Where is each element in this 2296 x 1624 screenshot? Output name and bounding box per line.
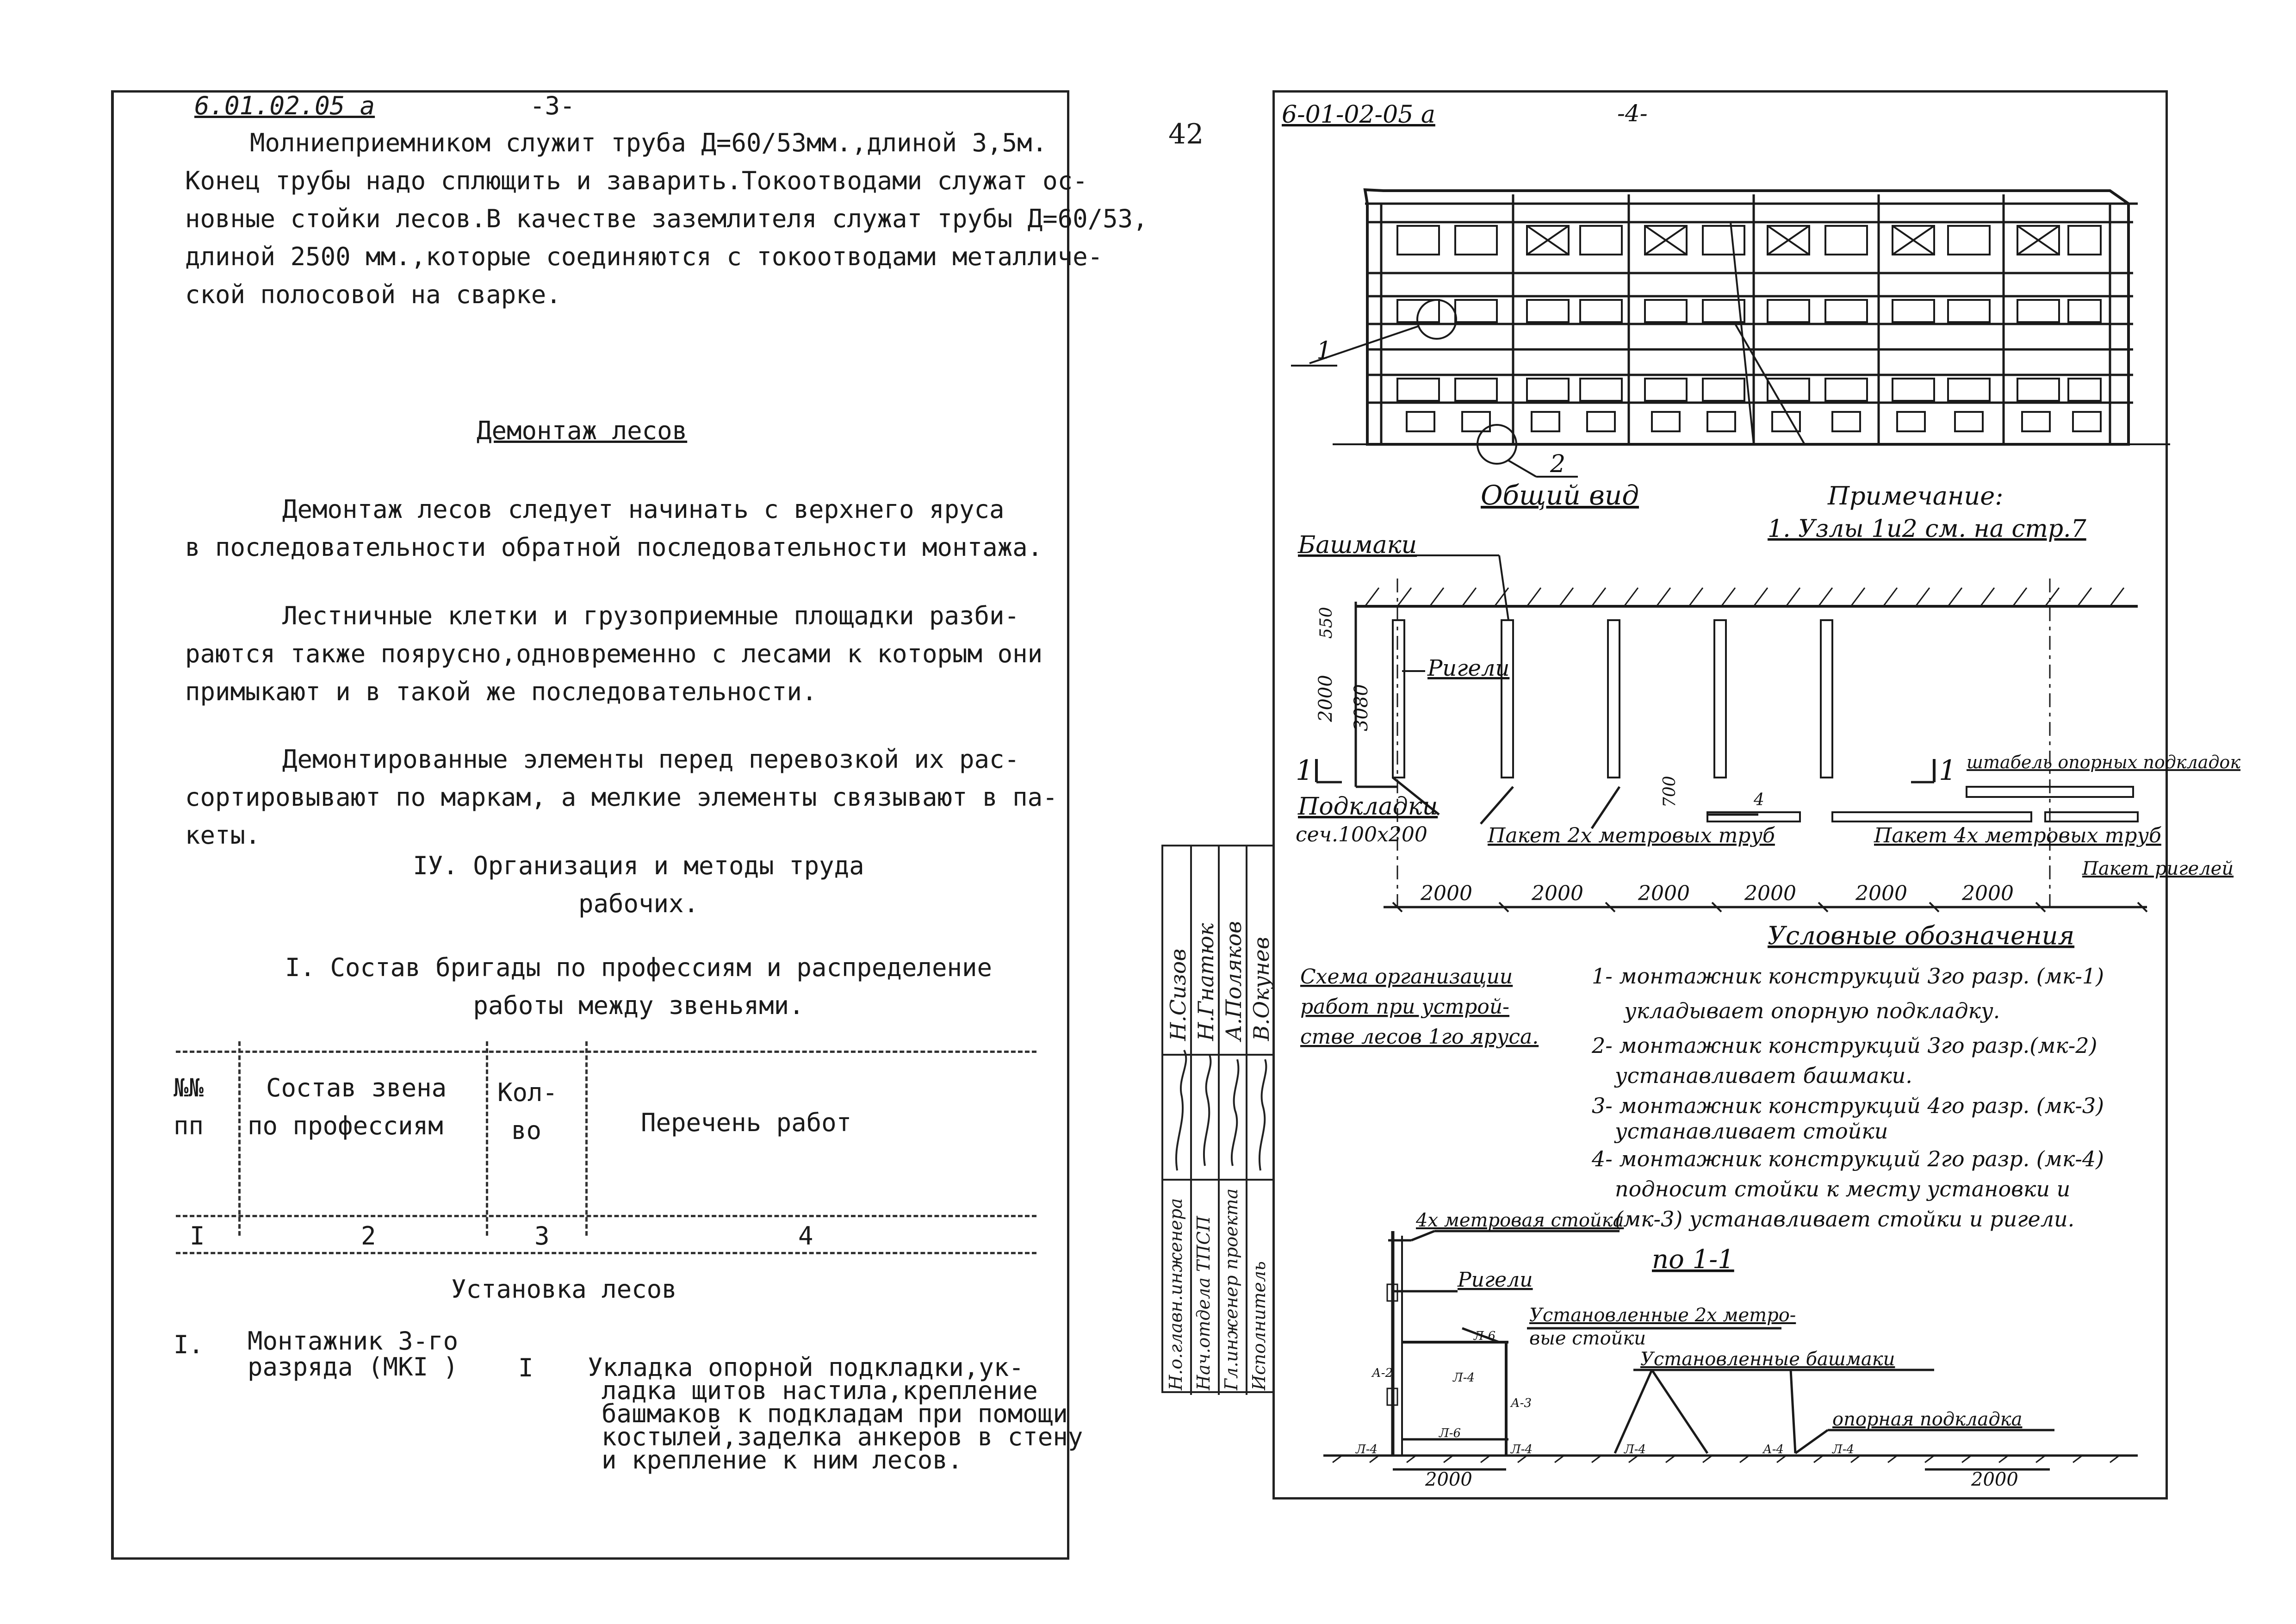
label-podkladki: Подкладки bbox=[1298, 793, 1438, 821]
stamp-role: Исполнитель bbox=[1249, 1261, 1269, 1390]
stamp-name: Н.Сизов bbox=[1166, 948, 1191, 1041]
label-paket-2m: Пакет 2х метровых труб bbox=[1488, 824, 1775, 847]
th: пп bbox=[174, 1111, 204, 1140]
table-colnum: I bbox=[190, 1221, 205, 1251]
facade-elevation bbox=[1333, 190, 2170, 444]
line: сортировывают по маркам, а мелкие элементы связывают в па- bbox=[185, 783, 1058, 812]
scheme-caption: стве лесов 1го яруса. bbox=[1300, 1025, 1539, 1049]
stamp-role: Н.о.главн.инженера bbox=[1166, 1198, 1186, 1390]
legend-line: 2- монтажник конструкций 3го разр.(мк-2) bbox=[1592, 1033, 2097, 1058]
stamp-name: А.Поляков bbox=[1221, 921, 1246, 1041]
section-mark: Л-6 bbox=[1439, 1426, 1461, 1440]
section-mark: Л-4 bbox=[1832, 1443, 1855, 1456]
th: №№ bbox=[174, 1073, 204, 1102]
label-shtabel: штабель опорных подкладок bbox=[1967, 752, 2241, 772]
section-stoyka: 4х метровая стойка bbox=[1416, 1210, 1624, 1231]
section-mark: А-4 bbox=[1763, 1443, 1784, 1456]
line: рабочих. bbox=[578, 889, 699, 918]
th: во bbox=[511, 1116, 542, 1145]
label-paket-rigeli: Пакет ригелей bbox=[2082, 858, 2234, 879]
legend-line: устанавливает стойки bbox=[1615, 1119, 1888, 1144]
callouts bbox=[1291, 300, 1578, 477]
table-row-qty: I bbox=[518, 1353, 534, 1382]
section-mark: А-2 bbox=[1372, 1366, 1393, 1380]
scheme-caption: работ при устрой- bbox=[1300, 995, 1510, 1019]
legend-line: устанавливает башмаки. bbox=[1615, 1063, 1912, 1088]
line: Монтажник 3-го bbox=[248, 1326, 459, 1356]
dim-4: 4 bbox=[1754, 790, 1764, 809]
legend-title: Условные обозначения bbox=[1768, 921, 2075, 950]
line: длиной 2500 мм.,которые соединяются с токоотводами металличе- bbox=[185, 242, 1103, 271]
section-mark: Л-6 bbox=[1474, 1329, 1496, 1343]
label-rigeli: Ригели bbox=[1427, 655, 1510, 681]
callout-2-label: 2 bbox=[1550, 450, 1566, 478]
line: Демонтированные элементы перед перевозкой их рас- bbox=[282, 745, 1020, 774]
stamp-name: В.Окунев bbox=[1249, 937, 1274, 1041]
page-number: 42 bbox=[1168, 118, 1204, 150]
th: по профессиям bbox=[248, 1111, 443, 1140]
section-mark: Л-4 bbox=[1624, 1443, 1646, 1456]
left-page-number: -3- bbox=[530, 91, 575, 120]
right-page-number: -4- bbox=[1617, 100, 1648, 127]
line: и крепление к ним лесов. bbox=[602, 1445, 963, 1475]
dim-2000: 2000 bbox=[1532, 882, 1583, 905]
left-doc-code: 6.01.02.05 а bbox=[194, 91, 375, 120]
dim-550: 550 bbox=[1317, 607, 1336, 639]
line: Конец трубы надо сплющить и заварить.Токоотводами служат ос- bbox=[185, 166, 1088, 195]
line: IУ. Организация и методы труда bbox=[413, 851, 864, 880]
section-mark: Л-4 bbox=[1511, 1443, 1533, 1456]
line: раются также поярусно,одновременно с лесами к которым они bbox=[185, 639, 1043, 668]
dim-2000: 2000 bbox=[1638, 882, 1690, 905]
section-opor: опорная подкладка bbox=[1832, 1409, 2023, 1430]
line: Укладка опорной подкладки,ук- bbox=[588, 1353, 1024, 1382]
right-doc-code: 6-01-02-05 а bbox=[1282, 101, 1435, 129]
table-colnum: 3 bbox=[534, 1221, 550, 1251]
dim-2000: 2000 bbox=[1962, 882, 2014, 905]
line: I. Состав бригады по профессиям и распределение bbox=[285, 953, 992, 982]
table-row-no: I. bbox=[174, 1330, 204, 1359]
label-paket-4m: Пакет 4х метровых труб bbox=[1874, 824, 2161, 847]
line: Лестничные клетки и грузоприемные площадки разби- bbox=[282, 601, 1020, 630]
label-section-size: сеч.100х200 bbox=[1296, 823, 1427, 846]
stamp-name: Н.Гнатюк bbox=[1193, 923, 1218, 1041]
th: Кол- bbox=[497, 1078, 558, 1107]
line: Молниеприемником служит труба Д=60/53мм.,длиной 3,5м. bbox=[250, 128, 1048, 157]
table-header-works: Перечень работ bbox=[641, 1108, 852, 1137]
section-mark: А-3 bbox=[1511, 1396, 1532, 1410]
section-label: по 1-1 bbox=[1652, 1244, 1734, 1275]
table-colnum: 4 bbox=[798, 1221, 813, 1251]
section-ust-stoyki: вые стойки bbox=[1529, 1328, 1646, 1349]
section-ust-stoyki: Установленные 2х метро- bbox=[1529, 1305, 1796, 1326]
section-dim: 2000 bbox=[1425, 1469, 1472, 1490]
scheme-caption: Схема организации bbox=[1300, 965, 1513, 989]
line: ладка щитов настила,крепление bbox=[602, 1376, 1038, 1405]
section-mark: Л-4 bbox=[1356, 1443, 1378, 1456]
th: Состав звена bbox=[266, 1073, 447, 1102]
heading-dismantling: Демонтаж лесов bbox=[477, 416, 688, 445]
plan-scheme bbox=[1316, 555, 2147, 912]
section-mark-right: 1 bbox=[1939, 754, 1957, 787]
section-rigeli: Ригели bbox=[1458, 1268, 1533, 1292]
line: в последовательности обратной последовательности монтажа. bbox=[185, 533, 1043, 562]
note-text: 1. Узлы 1и2 см. на стр.7 bbox=[1768, 515, 2086, 543]
dim-700: 700 bbox=[1660, 776, 1679, 808]
note-title: Примечание: bbox=[1828, 481, 2004, 510]
line: новные стойки лесов.В качестве заземлителя служат трубы Д=60/53, bbox=[185, 204, 1148, 233]
line: Демонтаж лесов следует начинать с верхнего яруса bbox=[282, 495, 1005, 524]
legend-line: 1- монтажник конструкций 3го разр. (мк-1) bbox=[1592, 964, 2104, 989]
line: примыкают и в такой же последовательности. bbox=[185, 677, 817, 706]
dim-2000-v: 2000 bbox=[1315, 675, 1336, 722]
dim-2000: 2000 bbox=[1744, 882, 1796, 905]
table-colnum: 2 bbox=[361, 1221, 376, 1251]
line: башмаков к подкладам при помощи bbox=[602, 1399, 1068, 1428]
legend-line: 3- монтажник конструкций 4го разр. (мк-3) bbox=[1592, 1093, 2104, 1118]
line: костылей,заделка анкеров в стену bbox=[602, 1422, 1083, 1451]
legend-line: 4- монтажник конструкций 2го разр. (мк-4) bbox=[1592, 1146, 2104, 1171]
legend-line: укладывает опорную подкладку. bbox=[1624, 998, 2000, 1023]
line: разряда (МКI ) bbox=[248, 1352, 459, 1381]
dim-2000: 2000 bbox=[1855, 882, 1907, 905]
table-group-title: Установка лесов bbox=[451, 1275, 677, 1304]
legend-line: (мк-3) устанавливает стойки и ригели. bbox=[1615, 1207, 2075, 1232]
callout-1-label: 1 bbox=[1316, 337, 1332, 365]
line: работы между звеньями. bbox=[473, 991, 804, 1020]
section-mark: Л-4 bbox=[1453, 1371, 1475, 1385]
section-ust-bash: Установленные башмаки bbox=[1640, 1349, 1895, 1370]
line: кеты. bbox=[185, 821, 261, 850]
facade-windows bbox=[1397, 222, 2101, 444]
line: ской полосовой на сварке. bbox=[185, 280, 561, 309]
stamp-role: Нач.отдела ТПСП bbox=[1193, 1216, 1214, 1390]
general-view-label: Общий вид bbox=[1481, 479, 1639, 511]
legend-line: подносит стойки к месту установки и bbox=[1615, 1176, 2071, 1201]
section-dim: 2000 bbox=[1971, 1469, 2018, 1490]
dim-2000: 2000 bbox=[1421, 882, 1472, 905]
stamp-role: Гл.инженер проекта bbox=[1221, 1188, 1241, 1390]
label-bashmaki: Башмаки bbox=[1298, 531, 1417, 559]
section-mark-left: 1 bbox=[1296, 754, 1314, 787]
dim-3080: 3080 bbox=[1351, 684, 1372, 731]
